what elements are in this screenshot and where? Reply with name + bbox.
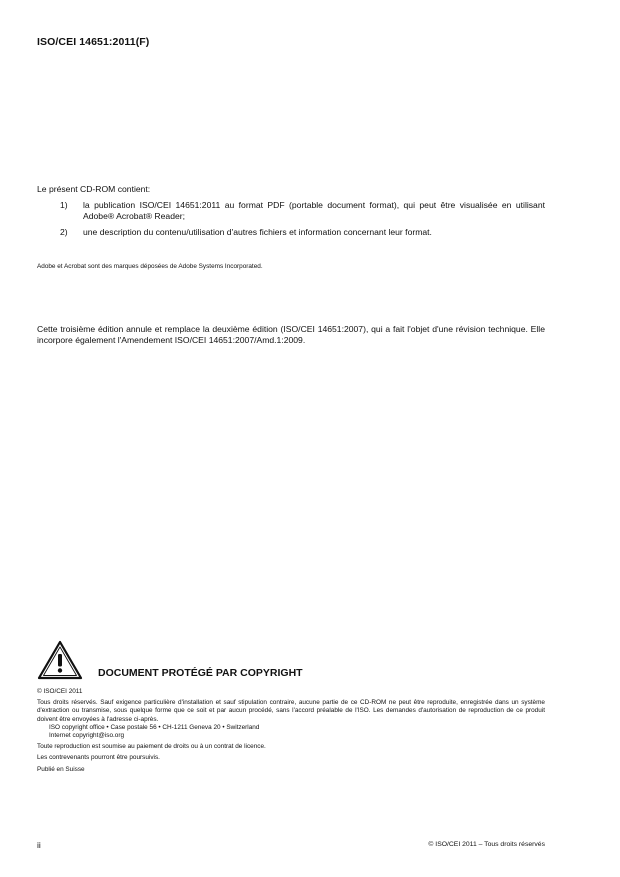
copyright-body xyxy=(37,688,545,774)
trademark-note: Adobe et Acrobat sont des marques déposées de Adobe Systems Incorporated. xyxy=(37,263,263,270)
footer-copyright: © ISO/CEI 2011 – Tous droits réservés xyxy=(428,841,545,848)
copyright-reproduction: Toute reproduction est soumise au paiement de droits ou à un contrat de licence. xyxy=(37,743,266,751)
copyright-published: Publié en Suisse xyxy=(37,765,85,773)
contents-intro: Le présent CD-ROM contient: xyxy=(37,184,151,194)
list-item-number: 2) xyxy=(60,227,68,237)
list-item-text: une description du contenu/utilisation d'autres fichiers et information concernant leur format. xyxy=(83,227,432,237)
list-item-text: la publication ISO/CEI 14651:2011 au format PDF (portable document format), qui peut être visualisée en utilisant Adobe® Acrobat® Reader; xyxy=(83,200,545,221)
list-item xyxy=(37,200,545,221)
warning-triangle-icon xyxy=(37,640,83,680)
copyright-offenders: Les contrevenants pourront être poursuivis. xyxy=(37,754,160,762)
copyright-internet: Internet copyright@iso.org xyxy=(49,732,125,740)
copyright-title: DOCUMENT PROTÉGÉ PAR COPYRIGHT xyxy=(98,667,303,679)
copyright-address: ISO copyright office • Case postale 56 • CH-1211 Geneva 20 • Switzerland xyxy=(49,723,260,731)
list-item-number: 1) xyxy=(60,200,68,210)
document-id-header: ISO/CEI 14651:2011(F) xyxy=(37,36,150,48)
contents-list xyxy=(37,200,545,244)
copyright-rights: Tous droits réservés. Sauf exigence particulière d'installation et sauf stipulation contraire, aucune partie de ce CD-ROM ne peut être reproduite, enregistrée dans un système d'extraction ou transmise, sous quelque forme que ce soit et par aucun procédé, sans l'accord préalable de l'ISO. Les demandes d'autorisation de reproduction de ce produit doivent être envoyées à l'adresse ci-après. xyxy=(37,699,545,723)
edition-note: Cette troisième édition annule et remplace la deuxième édition (ISO/CEI 14651:2007), qui a fait l'objet d'une révision technique. Elle incorpore également l'Amendement ISO/CEI 14651:2007/Amd.1:2009. xyxy=(37,324,545,345)
list-item xyxy=(37,227,545,238)
copyright-notice: © ISO/CEI 2011 xyxy=(37,688,83,695)
page-number: ii xyxy=(37,840,41,850)
